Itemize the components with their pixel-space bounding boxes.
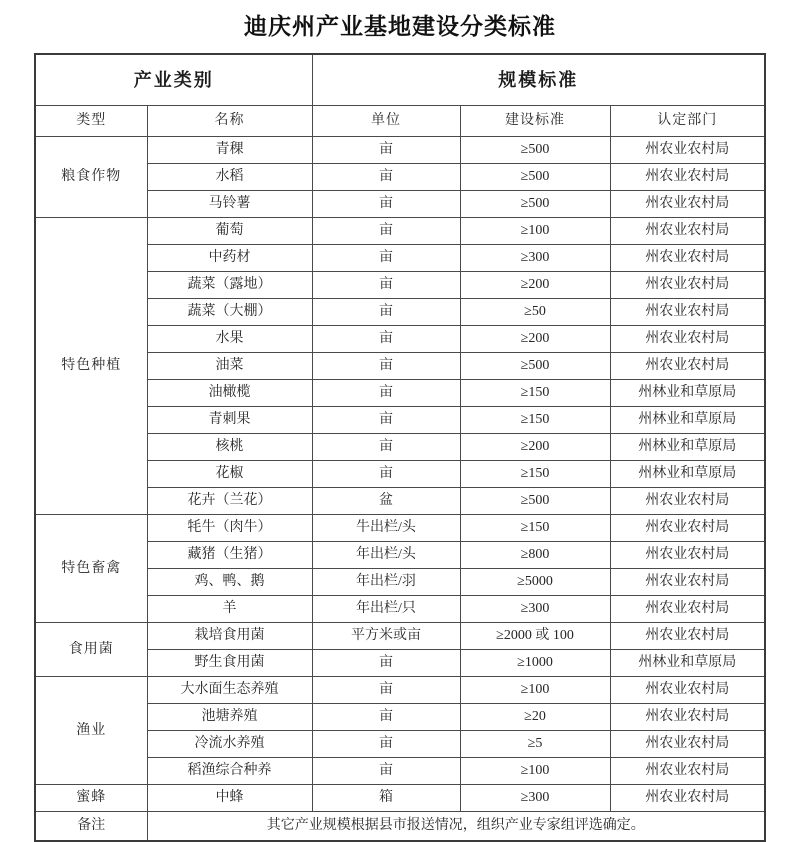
unit-cell: 亩 — [312, 326, 460, 353]
standard-cell: ≥300 — [460, 785, 610, 812]
name-cell: 蔬菜（露地） — [147, 272, 312, 299]
department-cell: 州农业农村局 — [610, 137, 765, 164]
unit-cell: 年出栏/羽 — [312, 569, 460, 596]
name-cell: 马铃薯 — [147, 191, 312, 218]
unit-cell: 亩 — [312, 299, 460, 326]
department-cell: 州农业农村局 — [610, 245, 765, 272]
name-cell: 青稞 — [147, 137, 312, 164]
unit-cell: 亩 — [312, 380, 460, 407]
category-cell: 特色畜禽 — [35, 515, 147, 623]
name-cell: 花卉（兰花） — [147, 488, 312, 515]
department-cell: 州林业和草原局 — [610, 461, 765, 488]
standard-cell: ≥150 — [460, 407, 610, 434]
unit-cell: 年出栏/头 — [312, 542, 460, 569]
standard-cell: ≥150 — [460, 515, 610, 542]
department-cell: 州农业农村局 — [610, 704, 765, 731]
name-cell: 葡萄 — [147, 218, 312, 245]
name-cell: 牦牛（肉牛） — [147, 515, 312, 542]
unit-cell: 年出栏/只 — [312, 596, 460, 623]
note-row — [35, 812, 765, 842]
name-cell: 核桃 — [147, 434, 312, 461]
name-cell: 油橄榄 — [147, 380, 312, 407]
table-row — [35, 218, 765, 245]
category-cell: 食用菌 — [35, 623, 147, 677]
name-cell: 油菜 — [147, 353, 312, 380]
department-cell: 州农业农村局 — [610, 596, 765, 623]
classification-standards-table — [34, 53, 766, 842]
table-row — [35, 785, 765, 812]
table-header-columns-row — [35, 106, 765, 137]
unit-cell: 亩 — [312, 353, 460, 380]
table-row — [35, 623, 765, 650]
unit-cell: 亩 — [312, 407, 460, 434]
standard-cell: ≥500 — [460, 164, 610, 191]
name-cell: 羊 — [147, 596, 312, 623]
department-cell: 州农业农村局 — [610, 299, 765, 326]
column-header-type: 类型 — [35, 106, 147, 137]
column-header-name: 名称 — [147, 106, 312, 137]
unit-cell: 亩 — [312, 164, 460, 191]
department-cell: 州农业农村局 — [610, 164, 765, 191]
standard-cell: ≥500 — [460, 353, 610, 380]
unit-cell: 亩 — [312, 731, 460, 758]
unit-cell: 亩 — [312, 272, 460, 299]
unit-cell: 亩 — [312, 191, 460, 218]
department-cell: 州农业农村局 — [610, 785, 765, 812]
note-text: 其它产业规模根据县市报送情况，组织产业专家组评选确定。 — [147, 812, 765, 842]
standard-cell: ≥200 — [460, 272, 610, 299]
table-row — [35, 677, 765, 704]
column-header-unit: 单位 — [312, 106, 460, 137]
department-cell: 州农业农村局 — [610, 488, 765, 515]
standard-cell: ≥2000 或 100 — [460, 623, 610, 650]
standard-cell: ≥1000 — [460, 650, 610, 677]
name-cell: 蔬菜（大棚） — [147, 299, 312, 326]
department-cell: 州农业农村局 — [610, 218, 765, 245]
name-cell: 野生食用菌 — [147, 650, 312, 677]
department-cell: 州农业农村局 — [610, 623, 765, 650]
unit-cell: 亩 — [312, 245, 460, 272]
table-row — [35, 137, 765, 164]
category-cell: 特色种植 — [35, 218, 147, 515]
standard-cell: ≥100 — [460, 677, 610, 704]
unit-cell: 亩 — [312, 461, 460, 488]
department-cell: 州农业农村局 — [610, 731, 765, 758]
page-title: 迪庆州产业基地建设分类标准 — [244, 14, 556, 39]
unit-cell: 牛出栏/头 — [312, 515, 460, 542]
standard-cell: ≥150 — [460, 461, 610, 488]
standard-cell: ≥150 — [460, 380, 610, 407]
department-cell: 州林业和草原局 — [610, 380, 765, 407]
department-cell: 州农业农村局 — [610, 542, 765, 569]
header-industry-category: 产业类别 — [35, 54, 312, 106]
department-cell: 州农业农村局 — [610, 326, 765, 353]
name-cell: 鸡、鸭、鹅 — [147, 569, 312, 596]
standard-cell: ≥50 — [460, 299, 610, 326]
standard-cell: ≥500 — [460, 488, 610, 515]
name-cell: 花椒 — [147, 461, 312, 488]
standard-cell: ≥200 — [460, 326, 610, 353]
standard-cell: ≥100 — [460, 218, 610, 245]
name-cell: 藏猪（生猪） — [147, 542, 312, 569]
standard-cell: ≥500 — [460, 191, 610, 218]
department-cell: 州农业农村局 — [610, 515, 765, 542]
category-cell: 蜜蜂 — [35, 785, 147, 812]
name-cell: 冷流水养殖 — [147, 731, 312, 758]
name-cell: 池塘养殖 — [147, 704, 312, 731]
table-body — [35, 137, 765, 812]
header-scale-standard: 规模标准 — [312, 54, 765, 106]
unit-cell: 亩 — [312, 650, 460, 677]
department-cell: 州农业农村局 — [610, 272, 765, 299]
standard-cell: ≥20 — [460, 704, 610, 731]
name-cell: 栽培食用菌 — [147, 623, 312, 650]
unit-cell: 亩 — [312, 677, 460, 704]
unit-cell: 亩 — [312, 704, 460, 731]
standard-cell: ≥500 — [460, 137, 610, 164]
standard-cell: ≥300 — [460, 245, 610, 272]
name-cell: 水稻 — [147, 164, 312, 191]
standard-cell: ≥800 — [460, 542, 610, 569]
department-cell: 州林业和草原局 — [610, 407, 765, 434]
standard-cell: ≥100 — [460, 758, 610, 785]
department-cell: 州农业农村局 — [610, 191, 765, 218]
category-cell: 粮食作物 — [35, 137, 147, 218]
standard-cell: ≥300 — [460, 596, 610, 623]
table-row — [35, 515, 765, 542]
standard-cell: ≥5000 — [460, 569, 610, 596]
department-cell: 州农业农村局 — [610, 353, 765, 380]
unit-cell: 盆 — [312, 488, 460, 515]
department-cell: 州农业农村局 — [610, 569, 765, 596]
unit-cell: 箱 — [312, 785, 460, 812]
note-label: 备注 — [35, 812, 147, 842]
standard-cell: ≥5 — [460, 731, 610, 758]
standard-cell: ≥200 — [460, 434, 610, 461]
department-cell: 州林业和草原局 — [610, 650, 765, 677]
unit-cell: 亩 — [312, 137, 460, 164]
unit-cell: 亩 — [312, 758, 460, 785]
name-cell: 青刺果 — [147, 407, 312, 434]
unit-cell: 亩 — [312, 434, 460, 461]
department-cell: 州农业农村局 — [610, 677, 765, 704]
column-header-department: 认定部门 — [610, 106, 765, 137]
department-cell: 州林业和草原局 — [610, 434, 765, 461]
name-cell: 中蜂 — [147, 785, 312, 812]
category-cell: 渔业 — [35, 677, 147, 785]
unit-cell: 亩 — [312, 218, 460, 245]
column-header-standard: 建设标准 — [460, 106, 610, 137]
name-cell: 水果 — [147, 326, 312, 353]
table-header-group-row — [35, 54, 765, 106]
unit-cell: 平方米或亩 — [312, 623, 460, 650]
name-cell: 稻渔综合种养 — [147, 758, 312, 785]
name-cell: 中药材 — [147, 245, 312, 272]
department-cell: 州农业农村局 — [610, 758, 765, 785]
name-cell: 大水面生态养殖 — [147, 677, 312, 704]
